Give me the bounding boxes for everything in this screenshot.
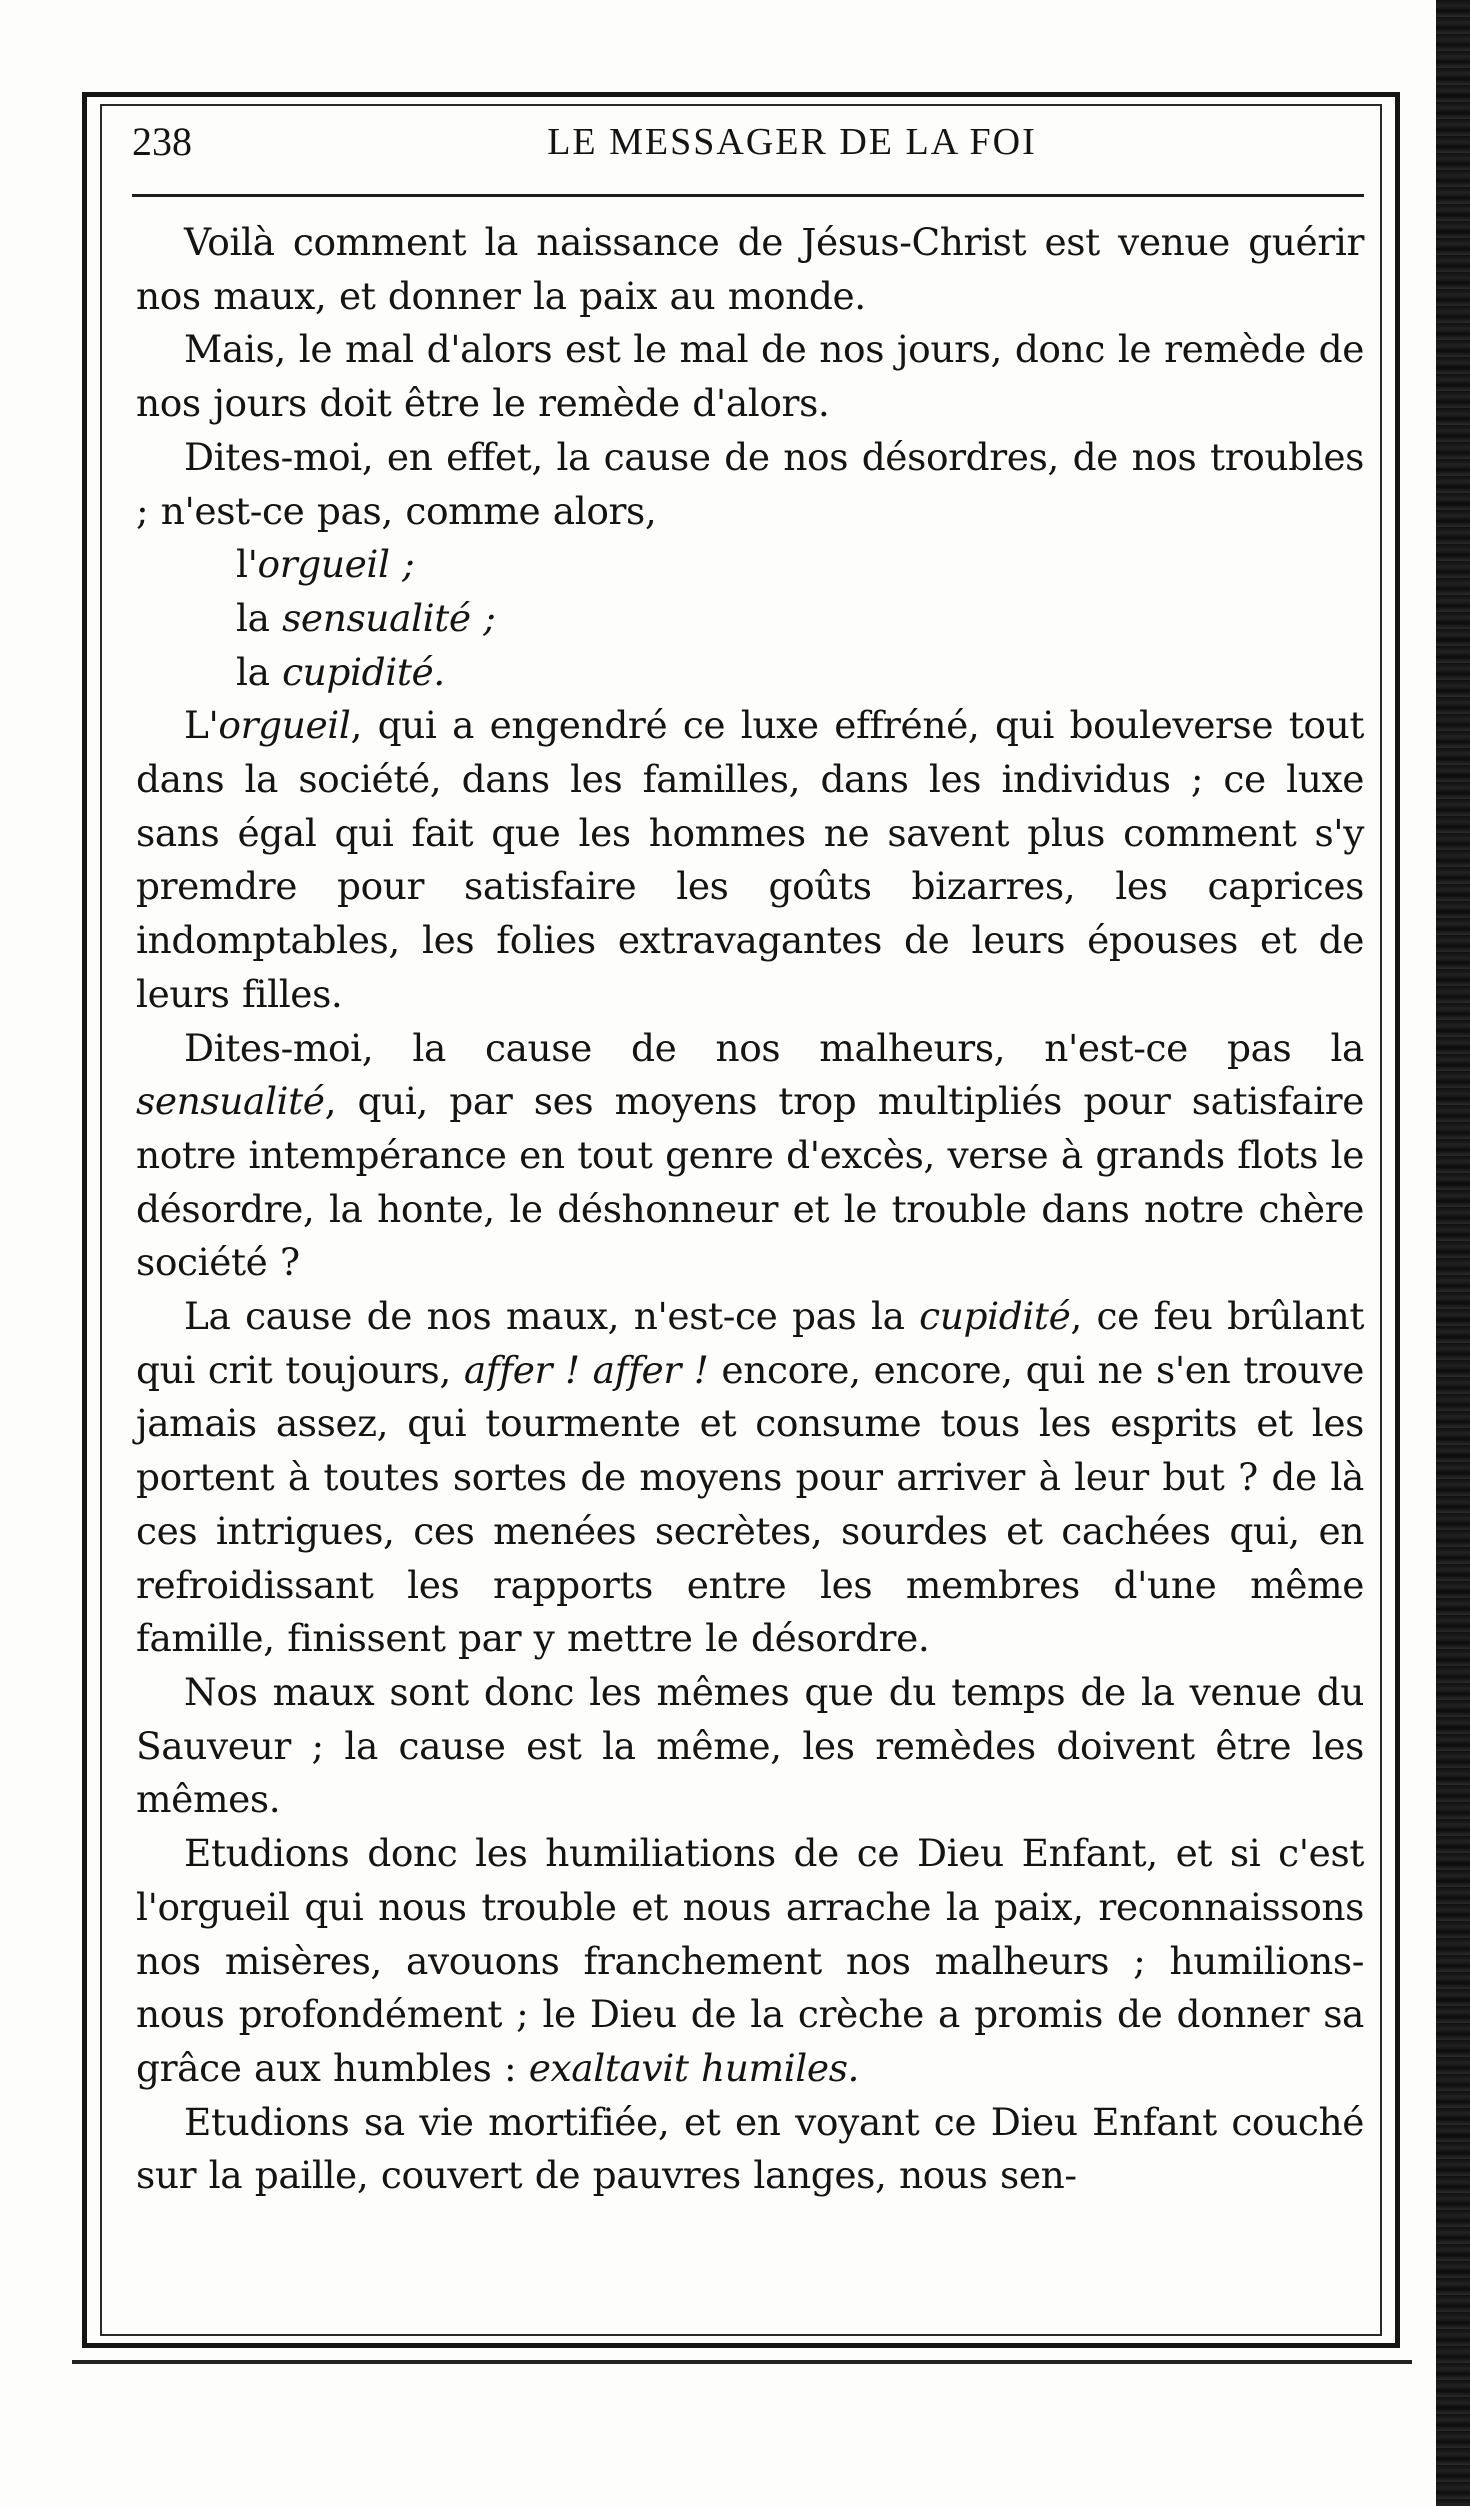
list-article: la: [236, 595, 283, 640]
body-text: [136, 216, 1364, 2203]
running-head: [132, 112, 1382, 172]
binding-edge: [1436, 0, 1470, 2506]
paragraph-1: Voilà comment la naissance de Jésus-Christ est venue guérir nos maux, et donner la paix au monde.: [136, 220, 1364, 318]
p6-term: cupidité: [919, 1294, 1071, 1339]
list-term: sensualité ;: [282, 595, 496, 640]
p6-after: encore, encore, qui ne s'en trouve jamais assez, qui tourmente et consume tous les esprits et les portent à toutes sortes de moyens pour arriver à leur but ? de là ces intrigues, ces menées secrètes, sourdes et cachées qui, en refroidissant les rapports entre les membres d'une même famille, finissent par y mettre le désordre.: [136, 1347, 1364, 1661]
page-number: 238: [132, 119, 192, 164]
list-term: orgueil ;: [257, 542, 415, 587]
p4-term: orgueil: [218, 703, 351, 748]
bottom-rule: [72, 2360, 1412, 2364]
p8-text: Etudions donc les humiliations de ce Dieu Enfant, et si c'est l'orgueil qui nous trouble et nous arrache la paix, reconnaissons nos misères, avouons franchement nos malheurs ; humilions-nous profondément ; le Dieu de la crèche a promis de donner sa grâce aux humbles :: [136, 1831, 1364, 2090]
list-term: cupidité.: [282, 649, 445, 694]
paragraph-8: [136, 1827, 1364, 2096]
paragraph-7: Nos maux sont donc les mêmes que du temps de la venue du Sauveur ; la cause est la même, les remèdes doivent être les mêmes.: [136, 1669, 1364, 1822]
p5-term: sensualité: [136, 1079, 325, 1124]
p5-after: , qui, par ses moyens trop multipliés pour satisfaire notre intempérance en tout genre d'excès, verse à grands flots le désordre, la honte, le déshonneur et le trouble dans notre chère société ?: [136, 1079, 1364, 1285]
list-article: la: [236, 649, 283, 694]
p6-before: La cause de nos maux, n'est-ce pas la: [184, 1294, 920, 1339]
paragraph-5: [136, 1022, 1364, 1291]
paragraph-9: Etudions sa vie mortifiée, et en voyant ce Dieu Enfant couché sur la paille, couvert de pauvres langes, nous sen-: [136, 2099, 1364, 2198]
header-rule: [132, 194, 1364, 197]
p4-text: , qui a engendré ce luxe effréné, qui bouleverse tout dans la société, dans les familles, dans les individus ; ce luxe sans égal qui fait que les hommes ne savent plus comment s'y premdre pour satisfaire les goûts bizarres, les caprices indomptables, les folies extravagantes de leurs épouses et de leurs filles.: [136, 703, 1364, 1016]
p5-before: Dites-moi, la cause de nos malheurs, n'est-ce pas la: [184, 1025, 1364, 1070]
list-item-orgueil: [136, 538, 1364, 592]
paragraph-6: [136, 1290, 1364, 1666]
list-item-cupidite: [136, 646, 1364, 700]
list-article: l': [236, 542, 258, 587]
running-title: LE MESSAGER DE LA FOI: [547, 121, 1037, 163]
paragraph-4: [136, 699, 1364, 1021]
list-item-sensualite: [136, 592, 1364, 646]
paragraph-2: Mais, le mal d'alors est le mal de nos jours, donc le remède de nos jours doit être le remède d'alors.: [136, 327, 1364, 426]
paragraph-3: Dites-moi, en effet, la cause de nos désordres, de nos troubles ; n'est-ce pas, comme alors,: [136, 434, 1364, 533]
p6-cry: affer ! affer !: [463, 1347, 709, 1392]
p4-lead: L': [184, 703, 219, 748]
p8-latin: exaltavit humiles.: [528, 2045, 860, 2090]
p6-mid: , ce feu brûlant qui crit toujours,: [136, 1294, 1365, 1392]
